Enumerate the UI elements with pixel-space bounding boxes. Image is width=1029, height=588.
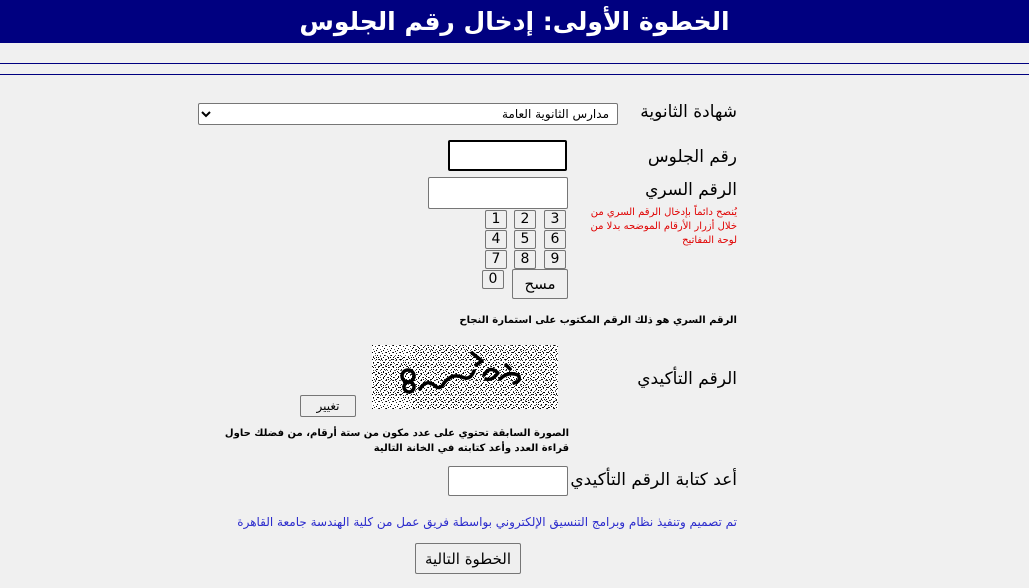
- clear-button[interactable]: مسح: [512, 269, 568, 299]
- captcha-note: الصورة السابقة تحتوي على عدد مكون من ستة أرقام، من فضلك حاول قراءة العدد وأعد كتابته في الخانة التالية: [224, 428, 569, 454]
- seat-number-input[interactable]: [448, 140, 567, 171]
- secret-keypad-hint: يُنصح دائماً بإدخال الرقم السري من خلال أزرار الأرقام الموضحه بدلا من لوحة المفاتيح: [590, 207, 737, 246]
- confirm-captcha-input[interactable]: [448, 466, 568, 496]
- certificate-select[interactable]: [198, 103, 618, 125]
- captcha-image: [372, 345, 558, 409]
- certificate-label: شهادة الثانوية: [640, 102, 737, 122]
- secret-number-input[interactable]: [428, 177, 568, 209]
- secret-number-note: الرقم السري هو ذلك الرقم المكتوب على استمارة النجاح: [459, 315, 737, 326]
- change-captcha-button[interactable]: تغيير: [300, 395, 356, 417]
- divider-top: [0, 63, 1029, 64]
- keypad-5-button[interactable]: 5: [514, 230, 536, 249]
- keypad-4-button[interactable]: 4: [485, 230, 507, 249]
- keypad-2-button[interactable]: 2: [514, 210, 536, 229]
- seat-number-label: رقم الجلوس: [647, 147, 737, 167]
- secret-number-label: الرقم السري: [645, 180, 737, 200]
- keypad-7-button[interactable]: 7: [485, 250, 507, 269]
- keypad-9-button[interactable]: 9: [544, 250, 566, 269]
- keypad-1-button[interactable]: 1: [485, 210, 507, 229]
- credits-link[interactable]: تم تصميم وتنفيذ نظام وبرامج التنسيق الإلكتروني بواسطة فريق عمل من كلية الهندسة جامعة القاهرة: [237, 515, 737, 529]
- keypad-6-button[interactable]: 6: [544, 230, 566, 249]
- keypad-8-button[interactable]: 8: [514, 250, 536, 269]
- captcha-label: الرقم التأكيدي: [637, 369, 737, 389]
- divider-bottom: [0, 74, 1029, 75]
- confirm-captcha-label: أعد كتابة الرقم التأكيدي: [570, 470, 737, 490]
- keypad-3-button[interactable]: 3: [544, 210, 566, 229]
- keypad-0-button[interactable]: 0: [482, 270, 504, 289]
- next-step-button[interactable]: الخطوة التالية: [415, 543, 521, 574]
- page-title: الخطوة الأولى: إدخال رقم الجلوس: [0, 0, 1029, 43]
